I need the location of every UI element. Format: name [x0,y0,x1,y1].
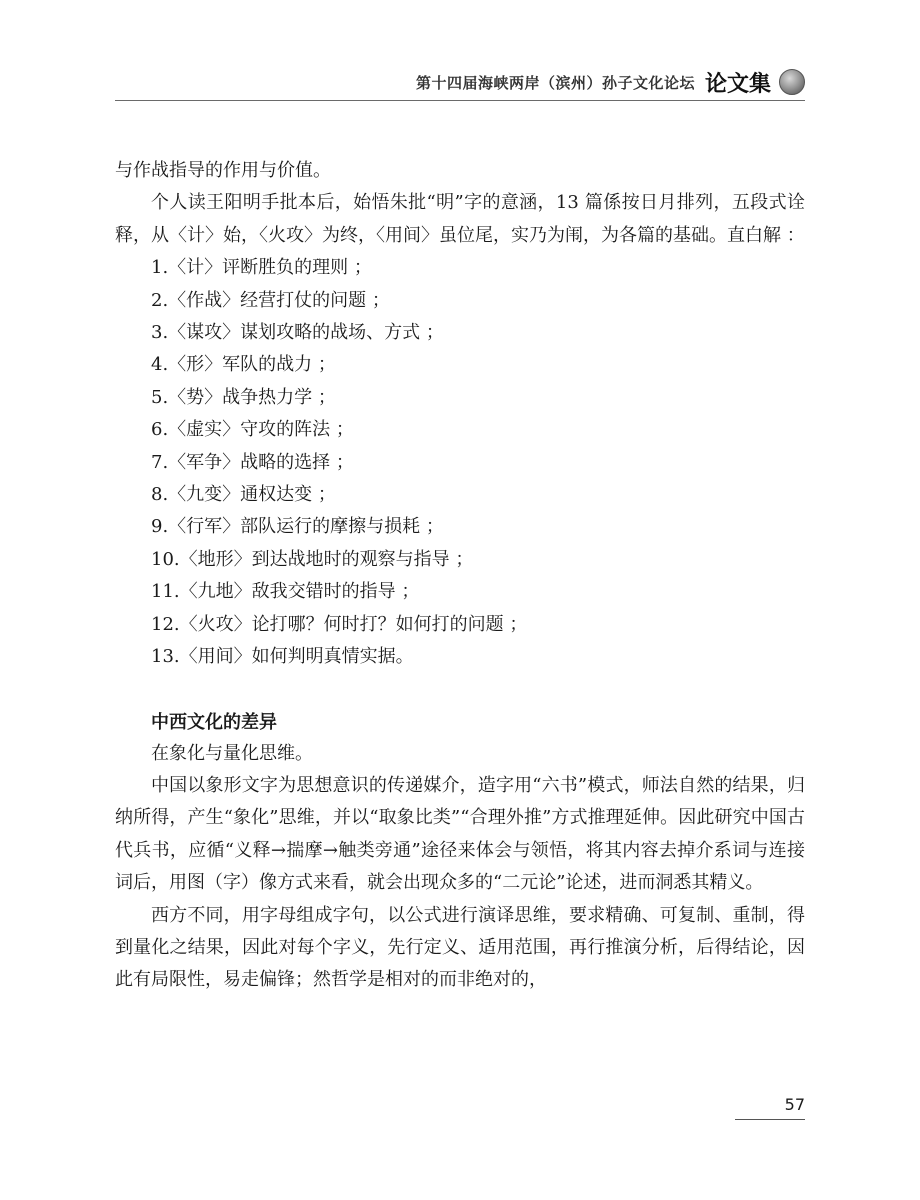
list-item: 11.〈九地〉敌我交错时的指导 ； [151,581,420,603]
page-number: 57 [735,1093,805,1120]
list-item: 2.〈作战〉经营打仗的问题 ； [151,289,390,311]
paragraph-western-thinking: 西方不同，用字母组成字句，以公式进行演译思维，要求精确、可复制、重制，得到量化之结果，因此对每个字义，先行定义、适用范围，再行推演分析，后得结论，因此有局限性，易走偏锋；然哲学是相对的而非绝对的， [115,904,805,991]
list-item: 12.〈火攻〉论打哪？何时打？如何打的问题 ； [151,613,528,635]
header-title: 第十四届海峡两岸（滨州）孙子文化论坛 [415,73,695,92]
paragraph-intro: 在象化与量化思维。 [151,742,313,764]
list-item: 4.〈形〉军队的战力 ； [151,354,336,376]
paragraph-continuation: 与作战指导的作用与价值。 [115,160,331,181]
forum-emblem-icon [779,69,805,95]
header-brand: 论文集 [704,71,771,97]
section-heading: 中西文化的差异 [151,711,277,733]
list-item: 3.〈谋攻〉谋划攻略的战场、方式 ； [151,322,444,344]
running-header [115,64,805,101]
list-item: 7.〈军争〉战略的选择 ； [151,451,354,473]
list-item: 8.〈九变〉通权达变 ； [151,484,336,506]
list-item: 6.〈虚实〉守攻的阵法 ； [151,419,354,441]
list-item: 10.〈地形〉到达战地时的观察与指导 ； [151,548,474,570]
page-body [115,155,805,997]
list-item: 5.〈势〉战争热力学 ； [151,386,336,408]
paragraph-reading-notes: 个人读王阳明手批本后，始悟朱批“明”字的意涵，13 篇係按日月排列，五段式诠释，从〈计〉始，〈火攻〉为终，〈用间〉虽位尾，实乃为闱，为各篇的基础。直白解 ： [115,192,805,246]
list-item: 1.〈计〉评断胜负的理则 ； [151,257,372,279]
paragraph-chinese-thinking: 中国以象形文字为思想意识的传递媒介，造字用“六书”模式，师法自然的结果，归纳所得，产生“象化”思维，并以“取象比类”“合理外推”方式推理延伸。因此研究中国古代兵书，应循“义释→揣摩→触类旁通”途径来体会与领悟，将其内容去掉介系词与连接词后，用图（字）像方式来看，就会出现众多的“二元论”论述，进而洞悉其精义。 [115,774,805,894]
list-item: 13.〈用间〉如何判明真情实据。 [151,646,414,668]
chapter-list [115,252,805,673]
list-item: 9.〈行军〉部队运行的摩擦与损耗 ； [151,516,444,538]
